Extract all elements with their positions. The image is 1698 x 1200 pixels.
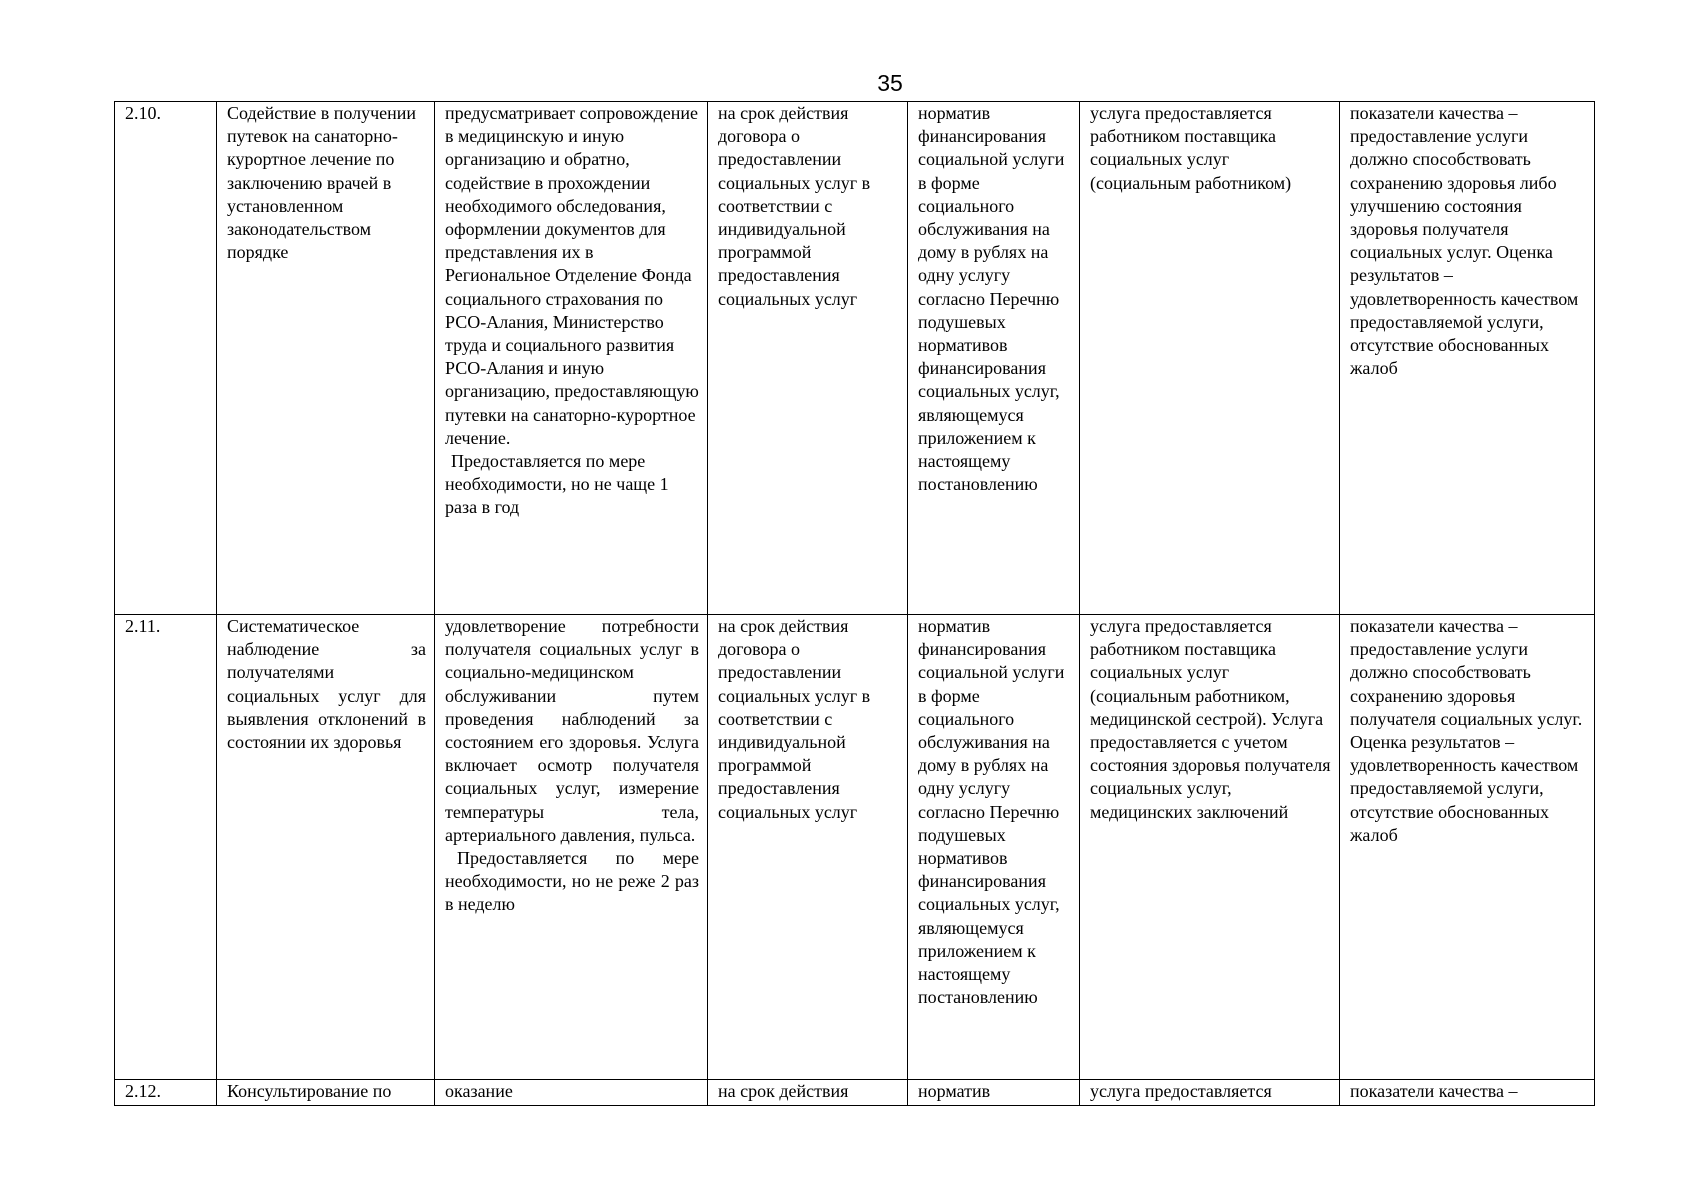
table-row bbox=[115, 102, 1595, 615]
service-number: 2.11. bbox=[115, 615, 217, 1080]
service-term: на срок действия bbox=[708, 1080, 908, 1106]
service-term: на срок действия договора о предоставлении социальных услуг в соответствии с индивидуальной программой предоставления социальных услуг bbox=[708, 615, 908, 1080]
service-quality: показатели качества – bbox=[1340, 1080, 1595, 1106]
page-number: 35 bbox=[877, 70, 903, 96]
service-quality: показатели качества – предоставление услуги должно способствовать сохранению здоровья получателя социальных услуг. Оценка результатов – удовлетворенность качеством предоставляемой услуги, отсутствие обоснованных жалоб bbox=[1340, 615, 1595, 1080]
service-conditions: услуга предоставляется работником поставщика социальных услуг (социальным работником) bbox=[1080, 102, 1340, 615]
service-norm: норматив bbox=[908, 1080, 1080, 1106]
table-row bbox=[115, 1080, 1595, 1106]
service-name: Консультирование по bbox=[217, 1080, 435, 1106]
service-description: оказание bbox=[435, 1080, 708, 1106]
service-name: Систематическое наблюдение за получателями социальных услуг для выявления отклонений в состоянии их здоровья bbox=[217, 615, 435, 1080]
description-text: удовлетворение потребности получателя социальных услуг в социально-медицинском обслуживании путем проведения наблюдений за состоянием его здоровья. Услуга включает осмотр получателя социальных услуг, измерение температуры тела, артериального давления, пульса. bbox=[445, 616, 699, 845]
service-number: 2.10. bbox=[115, 102, 217, 615]
service-term: на срок действия договора о предоставлении социальных услуг в соответствии с индивидуальной программой предоставления социальных услуг bbox=[708, 102, 908, 615]
service-number: 2.12. bbox=[115, 1080, 217, 1106]
services-table bbox=[114, 101, 1595, 1106]
service-description bbox=[435, 615, 708, 1080]
service-norm: норматив финансирования социальной услуги в форме социального обслуживания на дому в рублях на одну услугу согласно Перечню подушевых нормативов финансирования социальных услуг, являющемуся приложением к настоящему постановлению bbox=[908, 615, 1080, 1080]
table-row bbox=[115, 615, 1595, 1080]
description-frequency: Предоставляется по мере необходимости, но не чаще 1 раза в год bbox=[445, 451, 669, 518]
service-description bbox=[435, 102, 708, 615]
page-header bbox=[0, 70, 1698, 96]
service-name: Содействие в получении путевок на санаторно-курортное лечение по заключению врачей в установленном законодательством порядке bbox=[217, 102, 435, 615]
service-conditions: услуга предоставляется работником поставщика социальных услуг (социальным работником, медицинской сестрой). Услуга предоставляется с учетом состояния здоровья получателя социальных услуг, медицинских заключений bbox=[1080, 615, 1340, 1080]
service-norm: норматив финансирования социальной услуги в форме социального обслуживания на дому в рублях на одну услугу согласно Перечню подушевых нормативов финансирования социальных услуг, являющемуся приложением к настоящему постановлению bbox=[908, 102, 1080, 615]
description-text: предусматривает сопровождение в медицинскую и иную организацию и обратно, содействие в прохождении необходимого обследования, оформлении документов для представления их в Региональное Отделение Фонда социального страхования по РСО-Алания, Министерство труда и социального развития РСО-Алания и иную организацию, предоставляющую путевки на санаторно-курортное лечение. bbox=[445, 103, 699, 448]
service-quality: показатели качества – предоставление услуги должно способствовать сохранению здоровья либо улучшению состояния здоровья получателя социальных услуг. Оценка результатов – удовлетворенность качеством предоставляемой услуги, отсутствие обоснованных жалоб bbox=[1340, 102, 1595, 615]
service-conditions: услуга предоставляется bbox=[1080, 1080, 1340, 1106]
description-frequency: Предоставляется по мере необходимости, но не реже 2 раз в неделю bbox=[445, 848, 699, 915]
